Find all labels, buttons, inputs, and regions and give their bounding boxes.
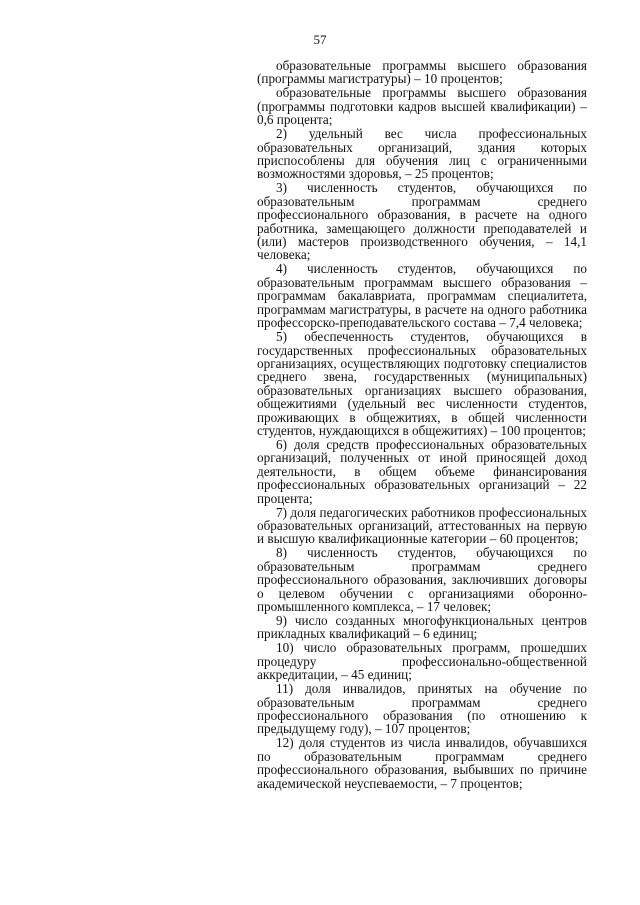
paragraph-item-3: 3) численность студентов, обучающихся по образовательным программам среднего профессионального образования, в расчете на одного работника, замещающего должности преподавателей и (или) мастеров производственного обучения, – 14,1 человека; xyxy=(257,180,587,263)
paragraph-item-5: 5) обеспеченность студентов, обучающихся в государственных профессиональных образовательных организациях, осуществляющих подготовку специалистов среднего звена, государственных (муниципальных) образовательных организациях высшего образования, общежитиями (удельный вес численности студентов, проживающих в общежитиях, в общей численности студентов, нуждающихся в общежитиях) – 100 процентов; xyxy=(257,329,587,438)
paragraph-item-8: 8) численность студентов, обучающихся по образовательным программам среднего профессионального образования, заключивших договоры о целевом обучении с организациями оборонно-промышленного комплекса, – 17 человек; xyxy=(257,545,587,614)
paragraph-item-7: 7) доля педагогических работников профессиональных образовательных организаций, аттестованных на первую и высшую квалификационные категории – 60 процентов; xyxy=(257,504,587,547)
paragraph-item-4: 4) численность студентов, обучающихся по образовательным программам высшего образования – программам бакалавриата, программам специалитета, программам магистратуры, в расчете на одного работника профессорско-преподавательского состава – 7,4 человека; xyxy=(257,261,587,331)
paragraph-higher-qualification-programs: образовательные программы высшего образования (программы подготовки кадров высшей квалификации) – 0,6 процента; xyxy=(257,85,587,128)
paragraph-item-6: 6) доля средств профессиональных образовательных организаций, полученных от иной приносящей доход деятельности, в общем объеме финансирования профессиональных образовательных организаций – 22 процента; xyxy=(257,436,587,506)
document-body xyxy=(257,59,587,791)
paragraph-item-9: 9) число созданных многофункциональных центров прикладных квалификаций – 6 единиц; xyxy=(257,613,587,642)
paragraph-master-programs: образовательные программы высшего образования (программы магистратуры) – 10 процентов; xyxy=(257,58,587,87)
paragraph-item-12: 12) доля студентов из числа инвалидов, обучавшихся по образовательным программам среднего профессионального образования, выбывших по причине академической неуспеваемости, – 7 процентов; xyxy=(257,735,587,791)
page-number: 57 xyxy=(313,32,327,47)
paragraph-item-2: 2) удельный вес числа профессиональных образовательных организаций, здания которых приспособлены для обучения лиц с ограниченными возможностями здоровья, – 25 процентов; xyxy=(257,126,587,182)
paragraph-item-11: 11) доля инвалидов, принятых на обучение по образовательным программам среднего профессионального образования (по отношению к предыдущему году), – 107 процентов; xyxy=(257,681,587,737)
paragraph-item-10: 10) число образовательных программ, прошедших процедуру профессионально-общественной аккредитации, – 45 единиц; xyxy=(257,640,587,683)
